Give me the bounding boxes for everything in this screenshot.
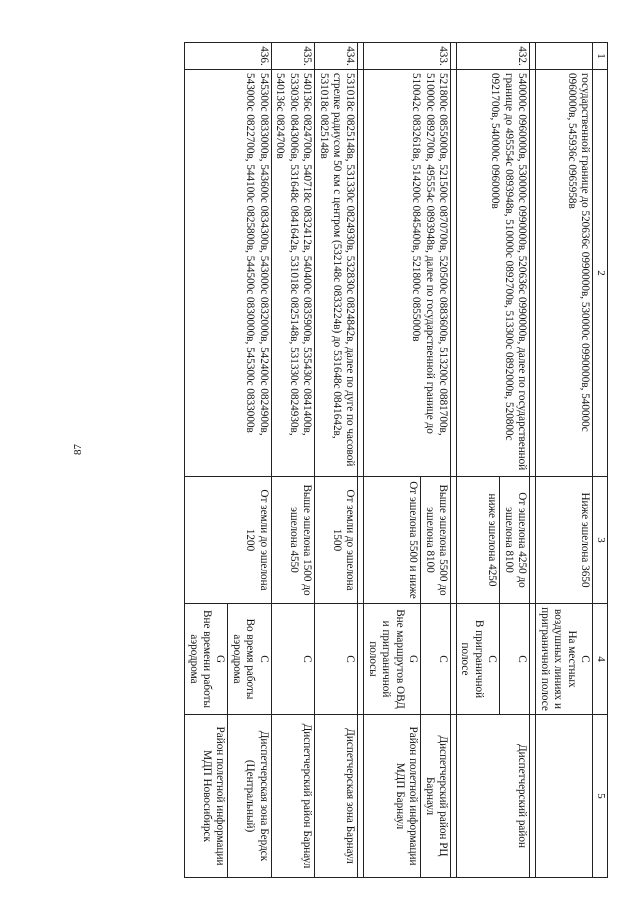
class-cell: G Вне маршрутов ОВД и приграничной полосы (364, 604, 421, 715)
unit-cell: Диспетчерская зона Бердск (Центральный) (228, 715, 271, 878)
table-row (421, 43, 451, 878)
header-col-1: 1 (593, 43, 608, 70)
altitude-cell: Выше эшелона 5500 до эшелона 8100 (421, 477, 451, 604)
coordinates-cell: 521800с 0855000в, 521500с 0870700в, 520500с 0883600в, 513200с 0881700в, 510000с 0892700в, 495554с 0893948в, далее по государственной границе до 510042с 0832618в, 514200с 0845400в, 521800с 0855000в (364, 70, 451, 477)
table-row (536, 43, 593, 878)
table-row (315, 43, 358, 878)
row-number: 432. (457, 43, 530, 70)
altitude-cell: От эшелона 4250 до эшелона 8100 (500, 477, 530, 604)
unit-cell: Диспетчерский район Барнаул (271, 715, 314, 878)
unit-cell: Диспетчерский район (457, 715, 530, 878)
class-cell: G Вне времени работы аэродрома (185, 604, 228, 715)
row-number: 433. (364, 43, 451, 70)
class-cell: С (271, 604, 314, 715)
header-col-3: 3 (593, 477, 608, 604)
header-col-2: 2 (593, 70, 608, 477)
row-number: 435. (271, 43, 314, 70)
coordinates-cell: государственной границе до 520636с 0990000в, 530000с 0990000в, 540000с 0960000в, 545936с 0965958в (536, 70, 593, 477)
header-col-5: 5 (593, 715, 608, 878)
row-number (536, 43, 593, 70)
altitude-cell: Ниже эшелона 3650 (536, 477, 593, 604)
unit-cell: Диспетчерский район РЦ Барнаул (421, 715, 451, 878)
row-divider (451, 43, 457, 878)
coordinates-cell: 540000с 0960000в, 530000с 0990000в, 520636с 0990000в, далее по государственной границе до 495554с 0893948в, 510000с 0892700в, 513300с 0892000в, 520800с 0921700в, 540000с 0960000в (457, 70, 530, 477)
page-number: 87 (72, 444, 84, 455)
class-cell: С (421, 604, 451, 715)
airspace-table-page (76, 42, 608, 878)
unit-cell (536, 715, 593, 878)
class-cell: С (500, 604, 530, 715)
class-cell: С Во время работы аэродрома (228, 604, 271, 715)
airspace-table (184, 42, 608, 878)
coordinates-cell: 540136с 0824700в, 540718с 0832412в, 540400с 0835900в, 535430с 0841400в, 533030с 0843006в, 531648с 0841642в, 531018с 0825148в, 531330с 0824930в, 540136с 0824700в (271, 70, 314, 477)
unit-cell: Район полетной информации МДП Барнаул (364, 715, 421, 878)
altitude-cell: От земли до эшелона 1500 (315, 477, 358, 604)
row-number: 436. (185, 43, 272, 70)
table-row (500, 43, 530, 878)
class-cell: С (315, 604, 358, 715)
table-row (228, 43, 271, 878)
table-row (271, 43, 314, 878)
altitude-cell: От эшелона 5500 и ниже (364, 477, 421, 604)
class-cell: С В приграничной полосе (457, 604, 500, 715)
class-cell: С На местных воздушных линиях и приграничной полосе (536, 604, 593, 715)
unit-cell: Диспетчерская зона Барнаул (315, 715, 358, 878)
coordinates-cell: 531018с 0825148в, 531330с 0824930в, 532830с 0824842в, далее по дуге по часовой стрелке радиусом 50 км с центром (532148с 0833224в) до 531648с 0841642в, 531018с 0825148в (315, 70, 358, 477)
row-divider (358, 43, 364, 878)
table-header-row (593, 43, 608, 878)
row-divider (530, 43, 536, 878)
altitude-cell: ниже эшелона 4250 (457, 477, 500, 604)
header-col-4: 4 (593, 604, 608, 715)
altitude-cell: От земли до эшелона 1200 (185, 477, 272, 604)
altitude-cell: Выше эшелона 1500 до эшелона 4550 (271, 477, 314, 604)
unit-cell: Район полетной информации МДП Новосибирск (185, 715, 228, 878)
coordinates-cell: 545300с 0833000в, 543600с 0834300в, 543000с 0832000в, 542400с 0824900в, 543000с 0822700в, 544100с 0825800в, 544500с 0830000в, 545300с 0833000в (185, 70, 272, 477)
row-number: 434. (315, 43, 358, 70)
